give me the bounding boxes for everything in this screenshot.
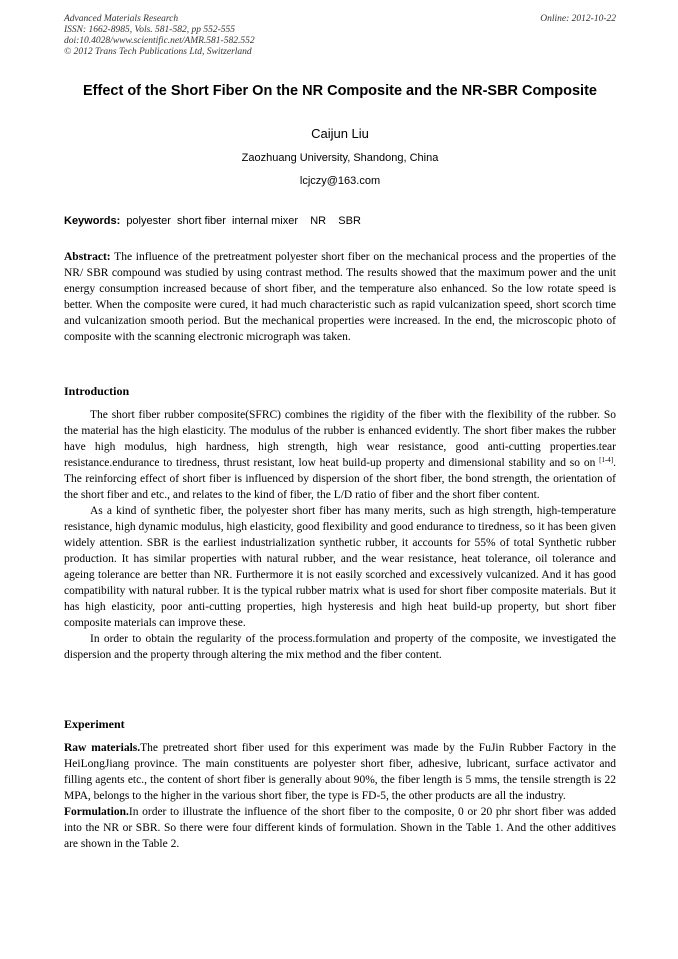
introduction-section: [64, 407, 616, 663]
doi-line: doi:10.4028/www.scientific.net/AMR.581-582.552: [64, 36, 255, 46]
intro-paragraph-1: [64, 407, 616, 503]
abstract-text: The influence of the pretreatment polyester short fiber on the mechanical process and the properties of the NR/ SBR compound was studied by using contrast method. The results showed that the maximum power and the unit energy consumption increased because of short fiber, and the temperature also enhanced. So the low rotate speed is better. When the composite were cured, it had much characteristic such as rapid vulcanization speed, short scorch time and vulcanization smooth period. But the mechanical properties were increased. In the end, the microscopic photo of composite with the scanning electronic micrograph was taken.: [64, 251, 617, 343]
keywords-label: Keywords:: [64, 215, 121, 227]
intro-p1-text: The short fiber rubber composite(SFRC) combines the rigidity of the fiber with the flexibility of the rubber. So the material has the high elasticity. The modulus of the rubber is enhanced evidently. The short fiber makes the rubber have high modulus, high hardness, high strength, high wear resistance, good anti-cutting properties.tear resistance.endurance to tiredness, thrust resistant, low heat build-up property and dimensional stability and so on: [64, 409, 616, 469]
author-name: Caijun Liu: [311, 126, 369, 141]
keyword: NR: [310, 215, 327, 227]
keyword: internal mixer: [232, 215, 299, 227]
formulation-text: In order to illustrate the influence of the short fiber to the composite, 0 or 20 phr short fiber was added into the NR or SBR. So there were four different kinds of formulation. Shown in the Table 1. And the other additives are shown in the Table 2.: [64, 806, 616, 850]
keyword: SBR: [338, 215, 361, 227]
abstract: [64, 249, 616, 345]
raw-materials-paragraph: [64, 740, 616, 804]
formulation-label: Formulation.: [64, 806, 129, 818]
formulation-paragraph: [64, 804, 616, 852]
raw-materials-text: The pretreated short fiber used for this experiment was made by the FuJin Rubber Factory in the HeiLongJiang province. The main constituents are polyester short fiber, adhesive, lubricant, surface activator and filling agents etc., the content of short fiber is generally about 90%, the fiber length is 5 mms, the tensile strength is 22 MPA, belongs to the higher in the various short fiber, the type is FD-5, the other products are all the industry.: [64, 742, 616, 802]
abstract-label: Abstract:: [64, 251, 111, 263]
keyword: polyester: [126, 215, 171, 227]
journal-header: [64, 14, 616, 58]
copyright-line: © 2012 Trans Tech Publications Ltd, Switzerland: [64, 47, 252, 57]
section-heading-introduction: Introduction: [64, 384, 130, 398]
experiment-section: [64, 740, 616, 852]
keyword: short fiber: [177, 215, 226, 227]
section-heading-experiment: Experiment: [64, 717, 125, 731]
paper-title: Effect of the Short Fiber On the NR Composite and the NR-SBR Composite: [83, 83, 597, 99]
raw-materials-label: Raw materials.: [64, 742, 141, 754]
affiliation: Zaozhuang University, Shandong, China: [241, 152, 439, 164]
journal-name: Advanced Materials Research: [64, 14, 179, 24]
keywords-line: [64, 214, 616, 228]
online-date: Online: 2012-10-22: [540, 14, 616, 24]
author-email: lcjczy@163.com: [299, 175, 381, 187]
intro-p1-text-cont: . The reinforcing effect of short fiber is influenced by dispersion of the short fiber, the bond strength, the orientation of the short fiber and etc., and relates to the kind of fiber, the L/D ratio of fiber and the short fiber content.: [64, 457, 617, 501]
intro-paragraph-3: In order to obtain the regularity of the process.formulation and property of the composite, we investigated the dispersion and the property through altering the mix method and the fiber content.: [64, 633, 616, 661]
issn-line: ISSN: 1662-8985, Vols. 581-582, pp 552-555: [64, 25, 235, 35]
citation-ref: [1-4]: [599, 456, 614, 464]
intro-paragraph-2: As a kind of synthetic fiber, the polyester short fiber has many merits, such as high strength, high-temperature resistance, high dynamic modulus, high elasticity, good flexibility and good endurance to tiredness, so it has been given widely attention. SBR is the earliest industrialization synthetic rubber, it accounts for 55% of total Synthetic rubber production. It has similar properties with natural rubber, and the wear resistance, heat tolerance, oil tolerance and ageing tolerance are better than NR. Furthermore it is not easily scorched and excessively vulcanized. And it has good compatibility with natural rubber. It is the typical rubber matrix what is used for short fiber composite materials. But it has high elasticity, poor anti-cutting properties, high hysteresis and high heat build-up property, but short fiber composite materials can improve these.: [64, 505, 616, 629]
